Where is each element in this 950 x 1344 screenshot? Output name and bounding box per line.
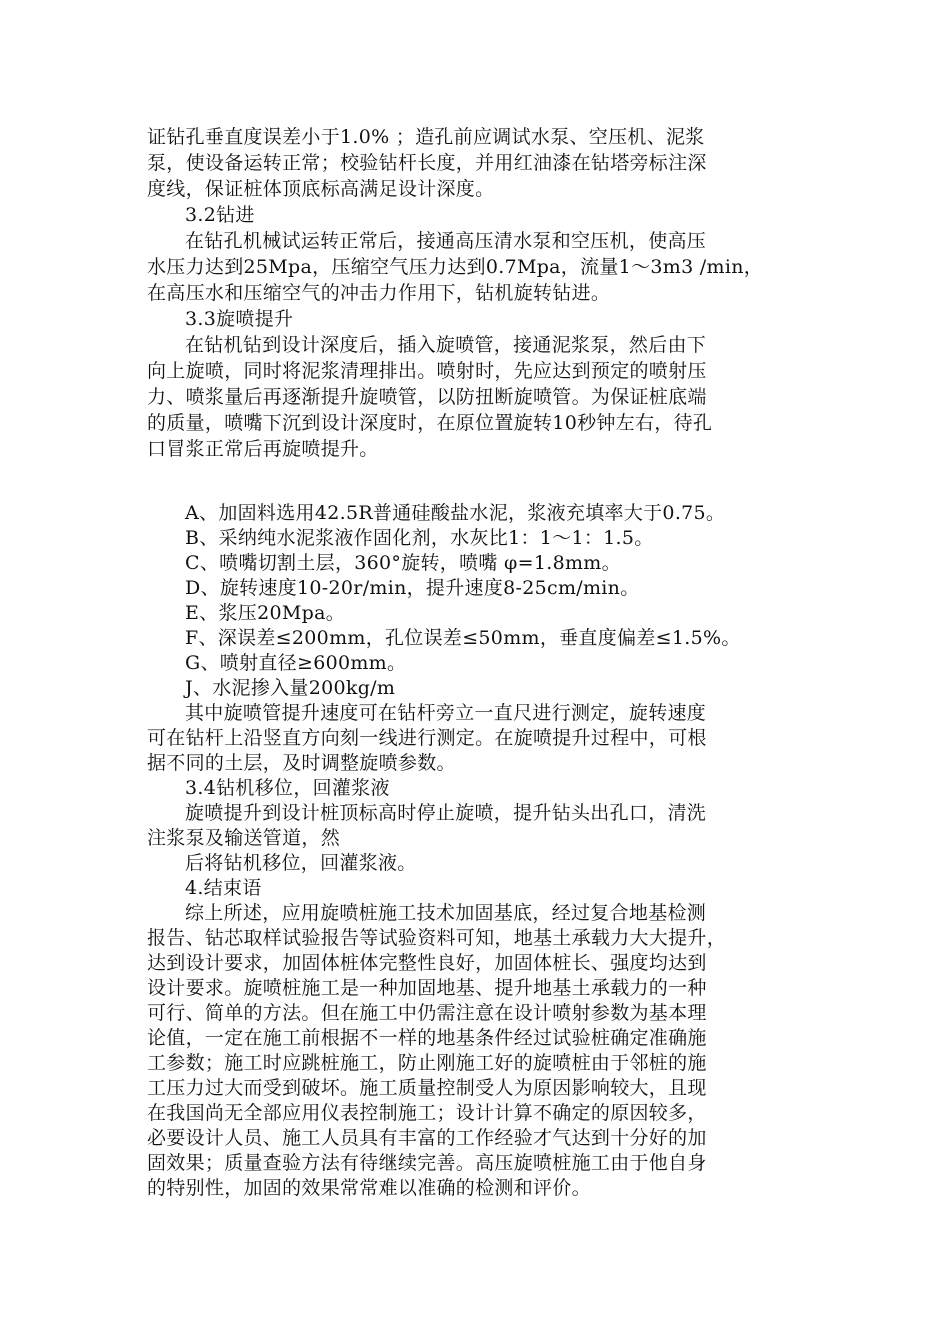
text-line: 报告、钻芯取样试验报告等试验资料可知，地基土承载力大大提升， xyxy=(147,927,727,949)
text-line: 工压力过大而受到破坏。施工质量控制受人为原因影响较大，且现 xyxy=(147,1077,707,1099)
text-line: 据不同的土层，及时调整旋喷参数。 xyxy=(147,752,456,774)
text-line: 可行、简单的方法。但在施工中仍需注意在设计喷射参数为基本理 xyxy=(147,1002,707,1024)
text-line: 力、喷浆量后再逐渐提升旋喷管，以防扭断旋喷管。为保证桩底端 xyxy=(147,386,707,408)
section-heading: 3.4钻机移位，回灌浆液 xyxy=(185,777,390,799)
text-line: 必要设计人员、施工人员具有丰富的工作经验才气达到十分好的加 xyxy=(147,1127,707,1149)
list-item: D、旋转速度10-20r/min，提升速度8-25cm/min。 xyxy=(185,577,640,599)
text-line: 固效果；质量查验方法有待继续完善。高压旋喷桩施工由于他自身 xyxy=(147,1152,707,1174)
text-line: 的质量，喷嘴下沉到设计深度时，在原位置旋转10秒钟左右，待孔 xyxy=(147,412,713,434)
text-line: 可在钻杆上沿竖直方向刻一线进行测定。在旋喷提升过程中，可根 xyxy=(147,727,707,749)
text-line: 后将钻机移位，回灌浆液。 xyxy=(185,852,417,874)
list-item: G、喷射直径≥600mm。 xyxy=(185,652,407,674)
list-item: J、水泥掺入量200kg/m xyxy=(185,677,396,699)
text-line: 在钻孔机械试运转正常后，接通高压清水泵和空压机，使高压 xyxy=(185,230,707,252)
section-heading: 3.3旋喷提升 xyxy=(185,308,294,330)
text-line: 设计要求。旋喷桩施工是一种加固地基、提升地基土承载力的一种 xyxy=(147,977,707,999)
text-line: 证钻孔垂直度误差小于1.0% ；造孔前应调试水泵、空压机、泥浆 xyxy=(147,126,705,148)
list-item: C、喷嘴切割土层，360°旋转，喷嘴 φ=1.8mm。 xyxy=(185,552,621,574)
text-line: 论值，一定在施工前根据不一样的地基条件经过试验桩确定准确施 xyxy=(147,1027,707,1049)
text-line: 口冒浆正常后再旋喷提升。 xyxy=(147,438,379,460)
text-line: 旋喷提升到设计桩顶标高时停止旋喷，提升钻头出孔口，清洗 xyxy=(185,802,707,824)
text-line: 在我国尚无全部应用仪表控制施工；设计计算不确定的原因较多， xyxy=(147,1102,707,1124)
text-line: 工参数；施工时应跳桩施工，防止刚施工好的旋喷桩由于邻桩的施 xyxy=(147,1052,707,1074)
list-item: F、深误差≤200mm，孔位误差≤50mm，垂直度偏差≤1.5%。 xyxy=(185,627,741,649)
text-line: 度线，保证桩体顶底标高满足设计深度。 xyxy=(147,178,495,200)
text-line: 泵，使设备运转正常；校验钻杆长度，并用红油漆在钻塔旁标注深 xyxy=(147,152,707,174)
text-line: 向上旋喷，同时将泥浆清理排出。喷射时，先应达到预定的喷射压 xyxy=(147,360,707,382)
text-line: 水压力达到25Mpa，压缩空气压力达到0.7Mpa，流量1～3m3 /min， xyxy=(147,256,764,278)
section-heading: 3.2钻进 xyxy=(185,204,255,226)
text-line: 综上所述，应用旋喷桩施工技术加固基底，经过复合地基检测 xyxy=(185,902,707,924)
section-heading: 4.结束语 xyxy=(185,877,262,899)
text-line: 其中旋喷管提升速度可在钻杆旁立一直尺进行测定，旋转速度 xyxy=(185,702,707,724)
text-line: 的特别性，加固的效果常常难以准确的检测和评价。 xyxy=(147,1177,591,1199)
text-line: 在钻机钻到设计深度后，插入旋喷管，接通泥浆泵，然后由下 xyxy=(185,334,707,356)
list-item: B、采纳纯水泥浆液作固化剂，水灰比1：1～1：1.5。 xyxy=(185,527,654,549)
list-item: E、浆压20Mpa。 xyxy=(185,602,345,624)
text-line: 注浆泵及输送管道，然 xyxy=(147,827,341,849)
text-line: 在高压水和压缩空气的冲击力作用下，钻机旋转钻进。 xyxy=(147,282,611,304)
text-line: 达到设计要求，加固体桩体完整性良好，加固体桩长、强度均达到 xyxy=(147,952,707,974)
list-item: A、加固料选用42.5R普通硅酸盐水泥，浆液充填率大于0.75。 xyxy=(185,502,726,524)
